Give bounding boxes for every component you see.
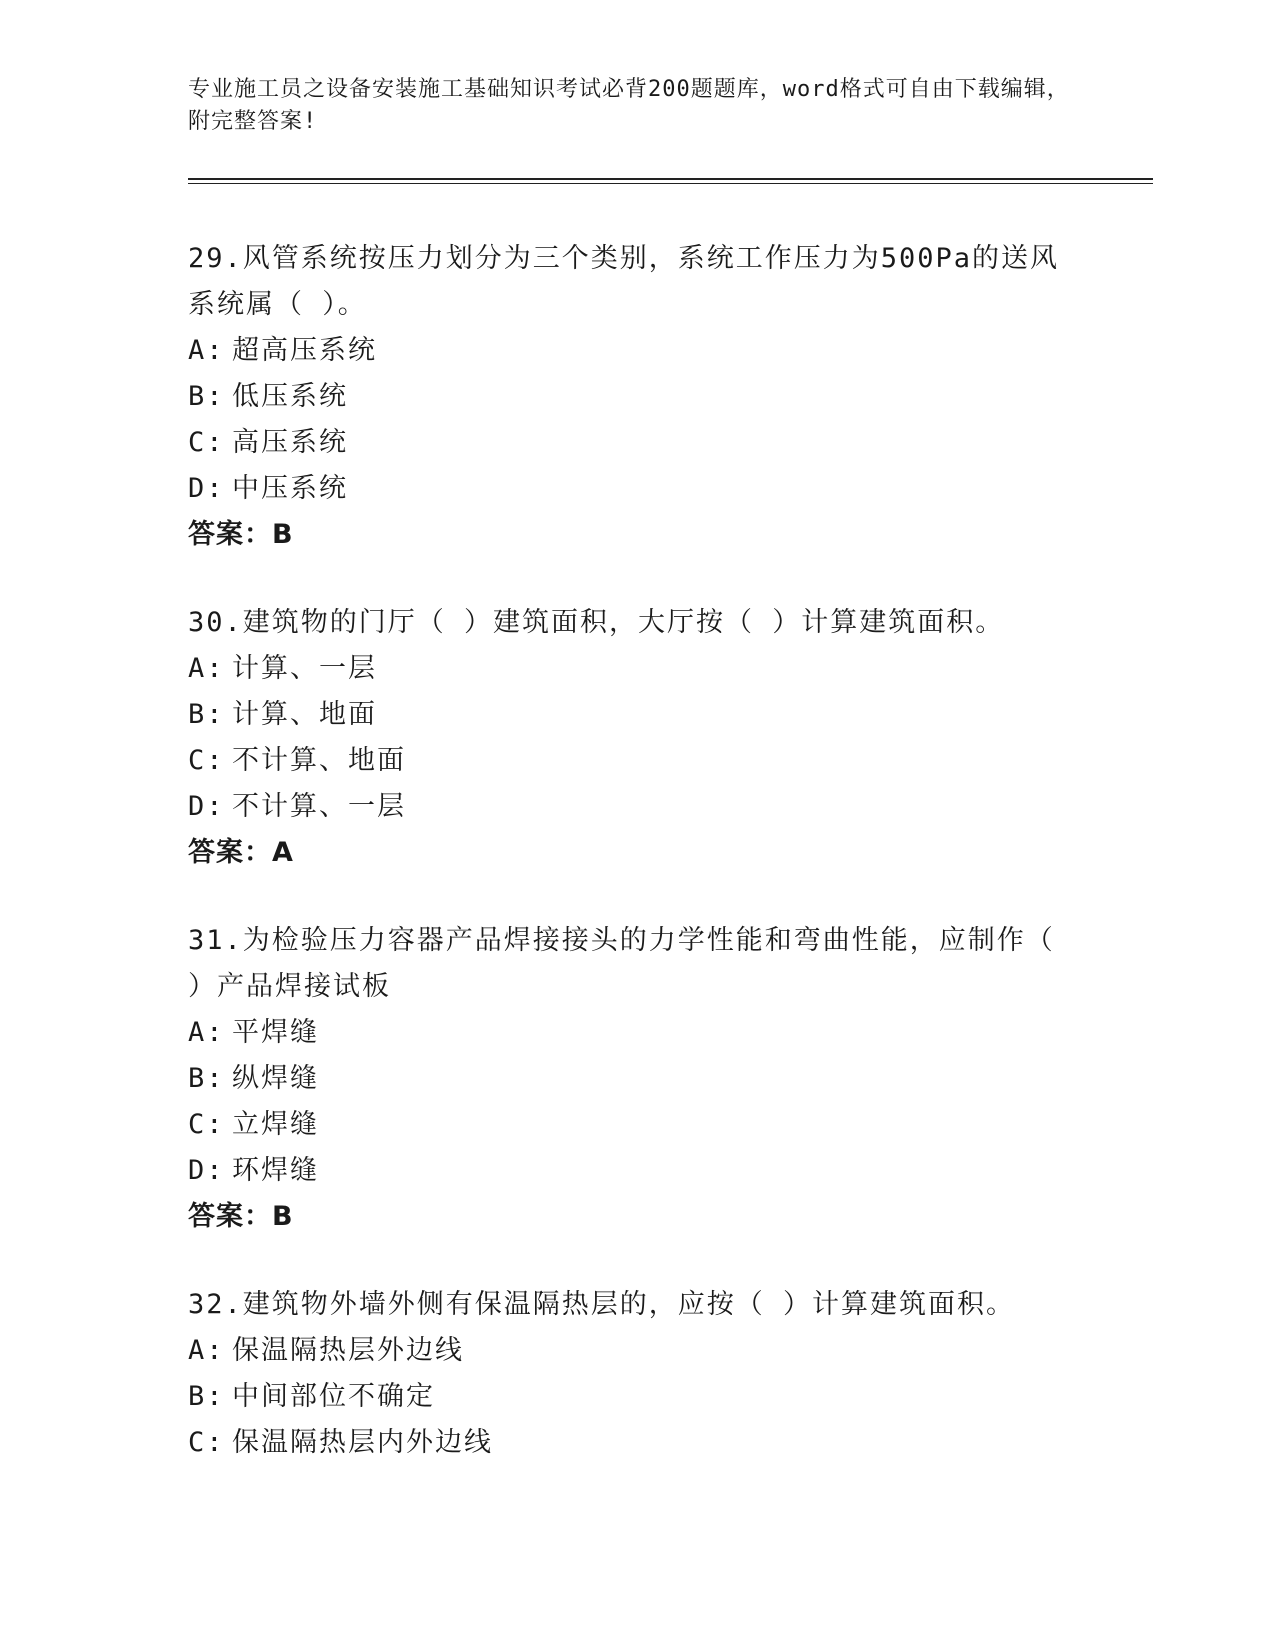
option-letter: B: [188,381,225,412]
option-text: 纵焊缝 [232,1063,319,1094]
option-letter: C: [188,1109,225,1140]
option-letter: B: [188,1063,225,1094]
option-b [188,374,1078,420]
option-text: 低压系统 [232,381,348,412]
option-text: 不计算、地面 [232,745,406,776]
question-stem: 29.风管系统按压力划分为三个类别，系统工作压力为500Pa的送风系统属（ ）。 [188,243,1060,320]
option-text: 平焊缝 [232,1017,319,1048]
option-letter: A: [188,653,225,684]
option-c [188,1420,1078,1466]
answer-line: 答案：B [188,1201,294,1232]
option-a [188,1328,1078,1374]
option-text: 不计算、一层 [232,791,406,822]
header-divider-thin [188,183,1153,184]
question-31 [188,918,1078,1240]
option-letter: D: [188,791,225,822]
document-header: 专业施工员之设备安装施工基础知识考试必背200题题库，word格式可自由下载编辑，附完整答案! [188,77,1070,134]
option-text: 超高压系统 [232,335,377,366]
option-text: 中压系统 [232,473,348,504]
question-stem: 32.建筑物外墙外侧有保温隔热层的，应按（ ）计算建筑面积。 [188,1289,1016,1320]
option-letter: C: [188,1427,225,1458]
option-letter: B: [188,1381,225,1412]
option-d [188,1148,1078,1194]
option-a [188,646,1078,692]
option-letter: C: [188,745,225,776]
option-c [188,1102,1078,1148]
question-list [188,236,1078,1508]
option-text: 计算、地面 [232,699,377,730]
option-c [188,420,1078,466]
option-text: 计算、一层 [232,653,377,684]
option-letter: D: [188,473,225,504]
option-b [188,1056,1078,1102]
option-letter: A: [188,1335,225,1366]
option-text: 环焊缝 [232,1155,319,1186]
option-text: 中间部位不确定 [232,1381,435,1412]
option-text: 高压系统 [232,427,348,458]
question-stem: 31.为检验压力容器产品焊接接头的力学性能和弯曲性能，应制作（ ）产品焊接试板 [188,925,1055,1002]
option-b [188,1374,1078,1420]
question-stem: 30.建筑物的门厅（ ）建筑面积，大厅按（ ）计算建筑面积。 [188,607,1005,638]
answer-line: 答案：A [188,837,294,868]
option-letter: B: [188,699,225,730]
option-text: 保温隔热层内外边线 [232,1427,493,1458]
option-a [188,1010,1078,1056]
option-letter: A: [188,1017,225,1048]
option-letter: D: [188,1155,225,1186]
option-b [188,692,1078,738]
option-a [188,328,1078,374]
option-text: 保温隔热层外边线 [232,1335,464,1366]
option-c [188,738,1078,784]
option-letter: C: [188,427,225,458]
question-30 [188,600,1078,876]
header-divider-thick [188,178,1153,180]
option-letter: A: [188,335,225,366]
question-29 [188,236,1078,558]
answer-line: 答案：B [188,519,294,550]
option-text: 立焊缝 [232,1109,319,1140]
question-32 [188,1282,1078,1466]
option-d [188,466,1078,512]
option-d [188,784,1078,830]
